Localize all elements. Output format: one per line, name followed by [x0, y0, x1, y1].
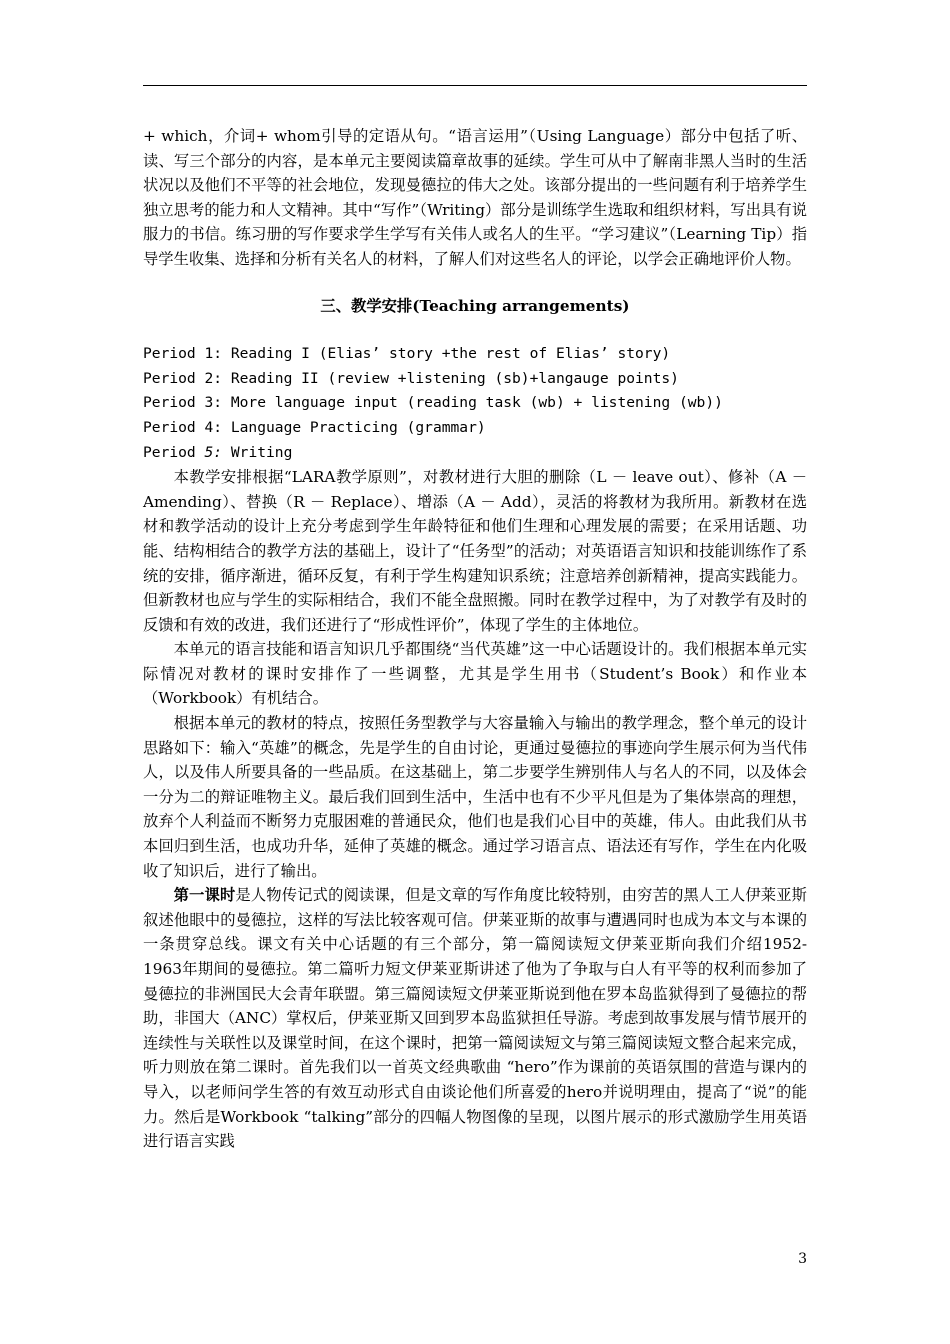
period-item-4: Period 4: Language Practicing (grammar) — [143, 418, 486, 436]
period-item-1: Period 1: Reading I (Elias’ story +the rest of Elias’ story) — [143, 345, 671, 363]
period-5-number: 5: — [204, 443, 223, 461]
section-heading: 三、教学安排(Teaching arrangements) — [320, 296, 630, 315]
page-number: 3 — [798, 1251, 807, 1267]
period-item-5 — [143, 441, 807, 466]
intro-paragraph: + which，介词+ whom引导的定语从句。“语言运用”（Using Language）部分中包括了听、读、写三个部分的内容，是本单元主要阅读篇章故事的延续。学生可从中了解南非黑人当时的生活状况以及他们不平等的社会地位，发现曼德拉的伟大之处。该部分提出的一些问题有利于培养学生独立思考的能力和人文精神。其中“写作”（Writing）部分是训练学生选取和组织材料，写出具有说服力的书信。练习册的写作要求学生学写有关伟人或名人的生平。“学习建议”（Learning Tip）指导学生收集、选择和分析有关名人的材料，了解人们对这些名人的评论，以学会正确地评价人物。 — [143, 127, 807, 268]
paragraph-lara: 本教学安排根据“LARA教学原则”，对教材进行大胆的删除（L － leave out）、修补（A － Amending）、替换（R － Replace）、增添（A － Add），灵活的将教材为我所用。新教材在选材和教学活动的设计上充分考虑到学生年龄特征和他们生理和心理发展的需要；在采用话题、功能、结构相结合的教学方法的基础上，设计了“任务型”的活动；对英语语言知识和技能训练作了系统的安排，循序渐进，循环反复，有利于学生构建知识系统；注意培养创新精神，提高实践能力。但新教材也应与学生的实际相结合，我们不能全盘照搬。同时在教学过程中，为了对教学有及时的反馈和有效的改进，我们还进行了“形成性评价”，体现了学生的主体地位。 — [143, 468, 807, 634]
paragraph-unit-skills: 本单元的语言技能和语言知识几乎都围绕“当代英雄”这一中心话题设计的。我们根据本单元实际情况对教材的课时安排作了一些调整，尤其是学生用书（Student’s Book）和作业本（Workbook）有机结合。 — [143, 640, 807, 708]
header-rule — [143, 85, 807, 86]
period-5-prefix: Period — [143, 443, 205, 461]
page-content — [143, 124, 807, 1154]
period-5-suffix: Writing — [222, 443, 293, 461]
period-list — [143, 342, 807, 465]
lesson-1-label: 第一课时 — [173, 886, 236, 905]
paragraph-lesson-1 — [143, 883, 807, 1154]
period-item-3: Period 3: More language input (reading task (wb) + listening (wb)) — [143, 394, 723, 412]
period-item-2: Period 2: Reading II (review +listening (sb)+langauge points) — [143, 369, 679, 387]
paragraph-design: 根据本单元的教材的特点，按照任务型教学与大容量输入与输出的教学理念，整个单元的设计思路如下：输入“英雄”的概念，先是学生的自由讨论，更通过曼德拉的事迹向学生展示何为当代伟人，以及伟人所要具备的一些品质。在这基础上，第二步要学生辨别伟人与名人的不同，以及体会一分为二的辩证唯物主义。最后我们回到生活中，生活中也有不少平凡但是为了集体崇高的理想，放弃个人利益而不断努力克服困难的普通民众，他们也是我们心目中的英雄，伟人。由此我们从书本回归到生活，也成功升华，延伸了英雄的概念。通过学习语言点、语法还有写作，学生在内化吸收了知识后，进行了输出。 — [143, 714, 807, 880]
lesson-1-text: 是人物传记式的阅读课，但是文章的写作角度比较特别，由穷苦的黑人工人伊莱亚斯叙述他眼中的曼德拉，这样的写法比较客观可信。伊莱亚斯的故事与遭遇同时也成为本文与本课的一条贯穿总线。课文有关中心话题的有三个部分，第一篇阅读短文伊莱亚斯向我们介绍1952-1963年期间的曼德拉。第二篇听力短文伊莱亚斯讲述了他为了争取与白人有平等的权利而参加了曼德拉的非洲国民大会青年联盟。第三篇阅读短文伊莱亚斯说到他在罗本岛监狱得到了曼德拉的帮助，非国大（ANC）掌权后，伊莱亚斯又回到罗本岛监狱担任导游。考虑到故事发展与情节展开的连续性与关联性以及课堂时间，在这个课时，把第一篇阅读短文与第三篇阅读短文整合起来完成，听力则放在第二课时。首先我们以一首英文经典歌曲 “hero”作为课前的英语氛围的营造与课内的导入，以老师问学生答的有效互动形式自由谈论他们所喜爱的hero并说明理由，提高了“说”的能力。然后是Workbook “talking”部分的四幅人物图像的呈现，以图片展示的形式激励学生用英语进行语言实践 — [143, 886, 807, 1151]
